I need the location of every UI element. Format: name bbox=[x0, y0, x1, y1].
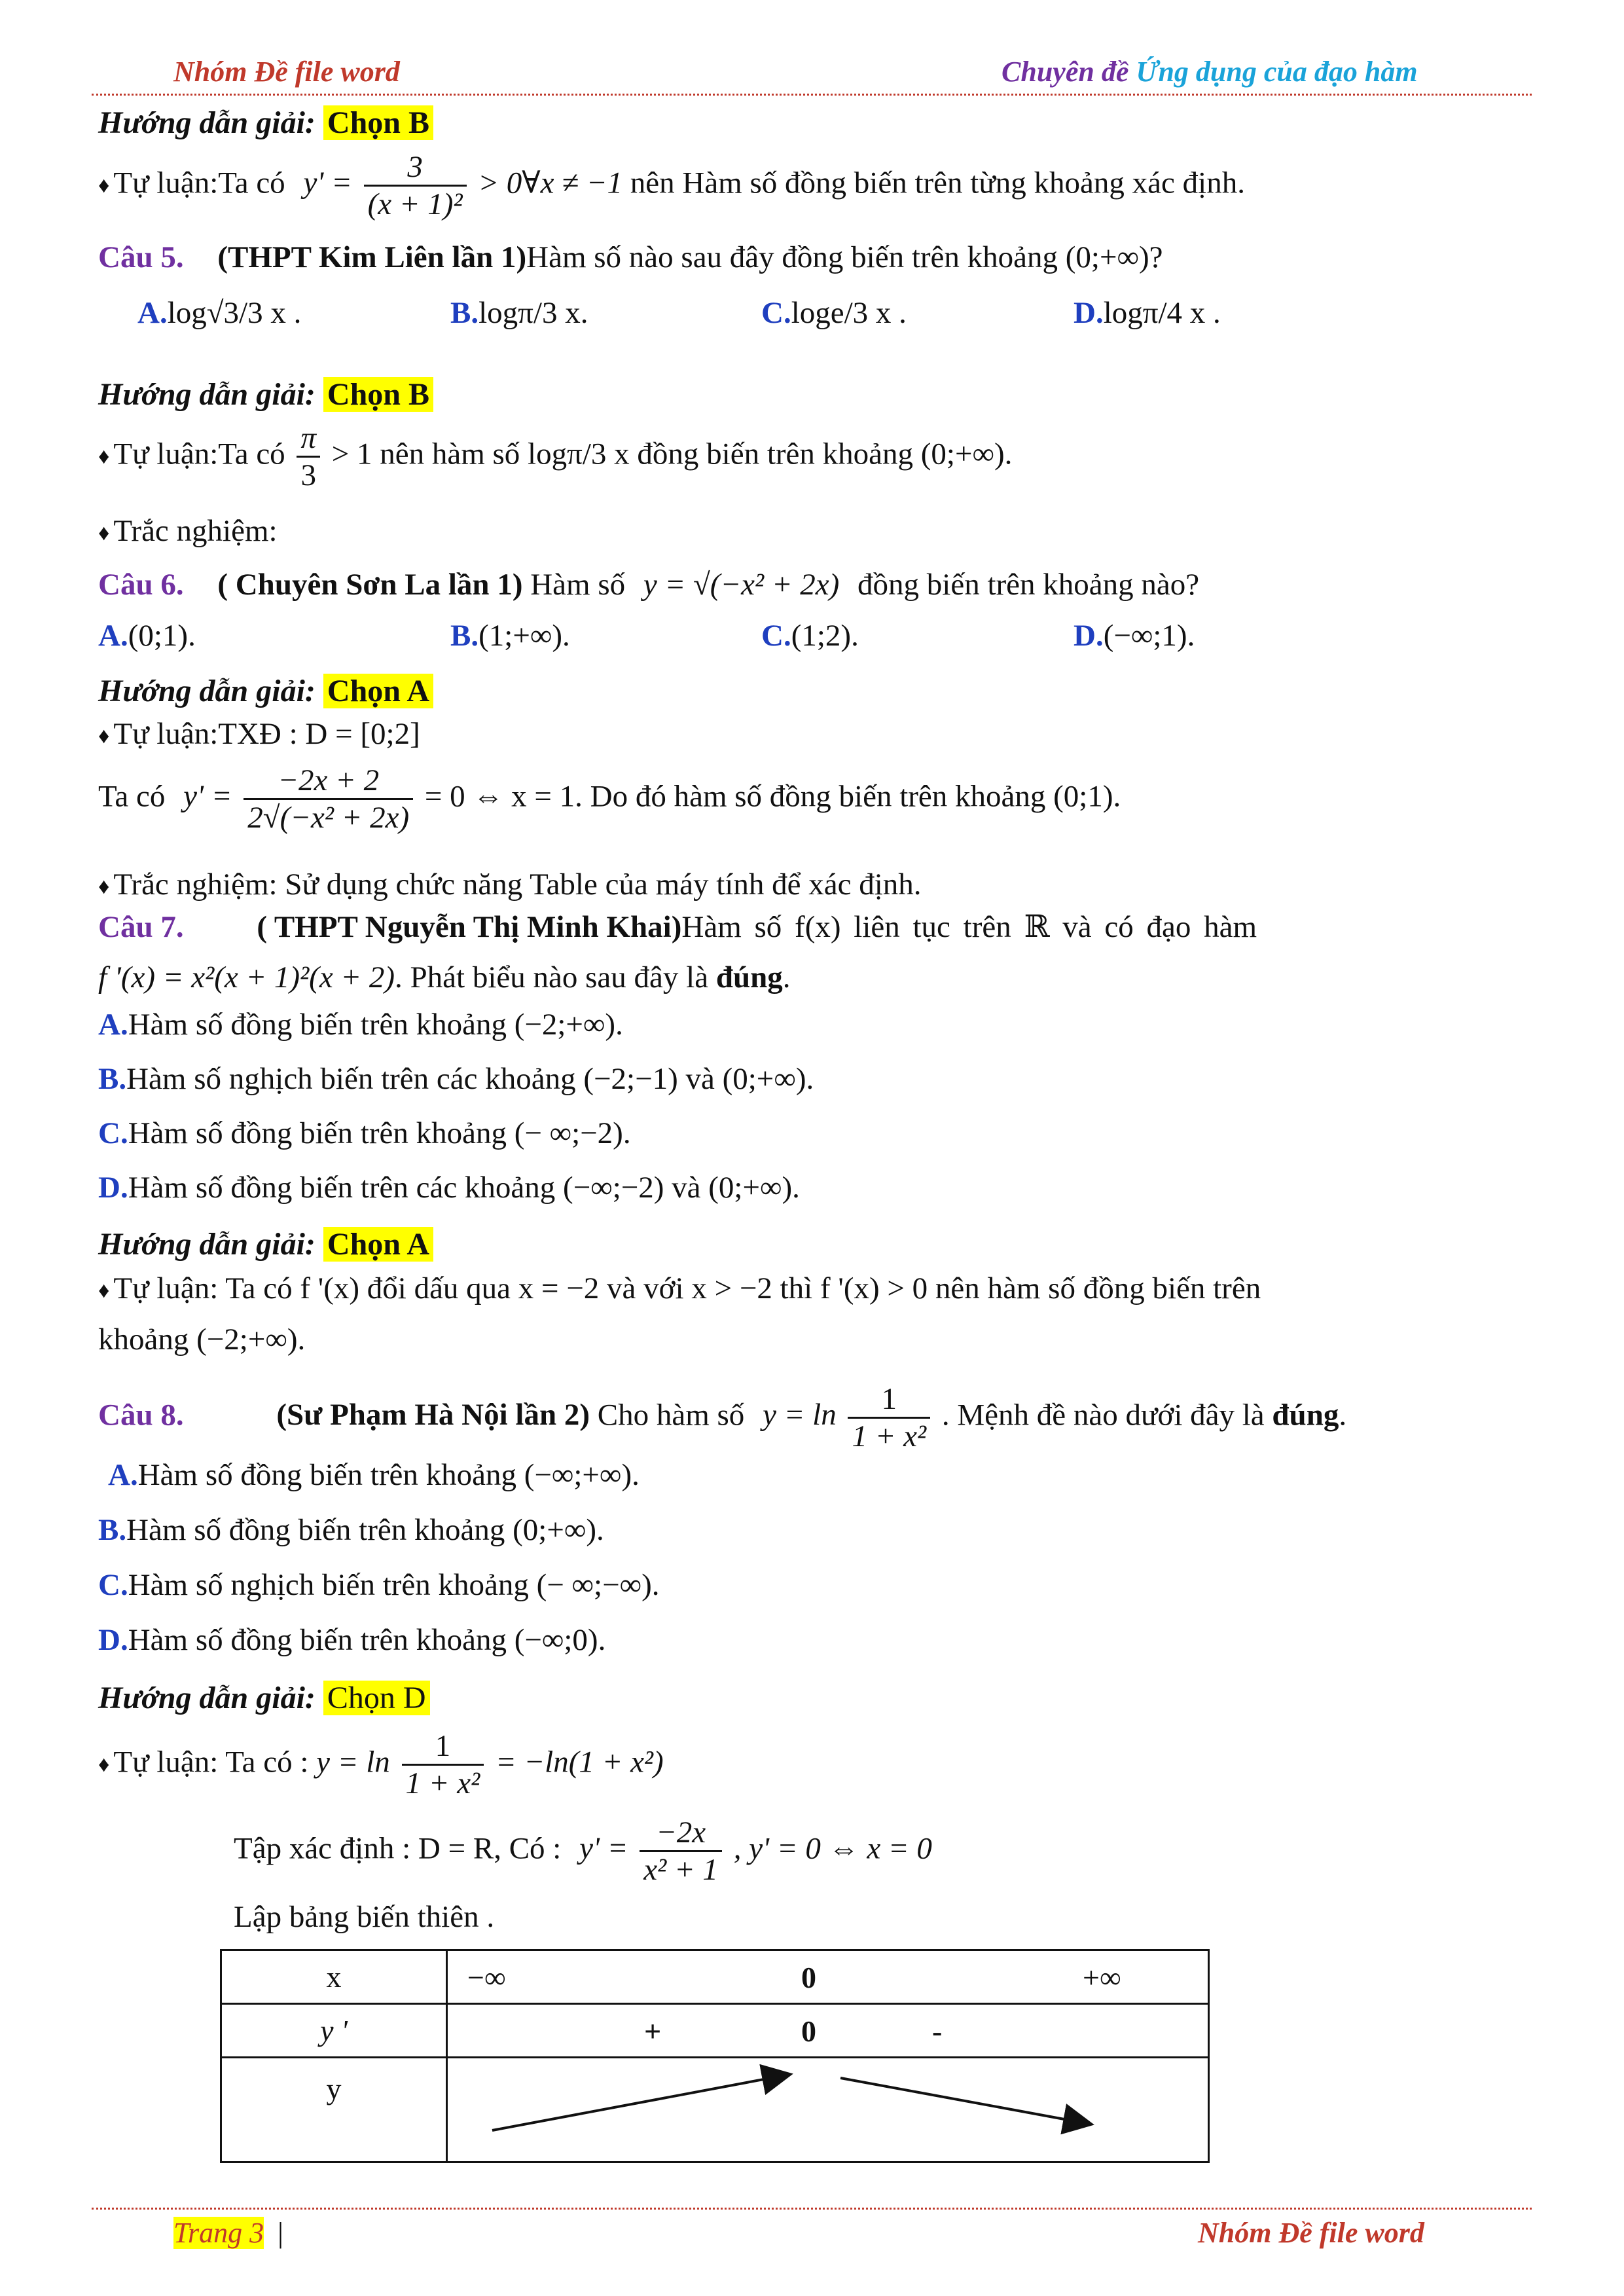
q6-label: Câu 6. bbox=[98, 568, 184, 602]
q7-option-b: B.Hàm số nghịch biến trên các khoảng (−2;−1) và (0;+∞). bbox=[98, 1062, 814, 1096]
x-neg-inf: −∞ bbox=[467, 1961, 506, 1994]
q6-answer-pick: Chọn A bbox=[323, 674, 433, 708]
row-label-y: y bbox=[221, 2058, 447, 2162]
header-rule bbox=[92, 94, 1532, 96]
footer-right: Nhóm Đề file word bbox=[1198, 2217, 1424, 2249]
header-right-prefix: Chuyên đề bbox=[1001, 56, 1136, 88]
q6-fraction: $\frac{-2x + 2}{\text{2√(−x² + 2x)}}$ bbox=[244, 763, 413, 835]
q7-question-line1: Câu 7. ( THPT Nguyễn Thị Minh Khai)Hàm số f(x) liên tục trên ℝ và có đạo hàm bbox=[98, 910, 1257, 944]
q8-option-b: B.Hàm số đồng biến trên khoảng (0;+∞). bbox=[98, 1513, 604, 1547]
q6-trac-nghiem: ♦ Trắc nghiệm: Sử dụng chức năng Table của máy tính để xác định. bbox=[98, 867, 922, 902]
q5-solution-heading: Hướng dẫn giải: Chọn B bbox=[98, 376, 433, 412]
diamond-bullet-icon: ♦ bbox=[98, 444, 110, 469]
q4-solution-heading bbox=[98, 105, 433, 141]
q5-answer-pick: Chọn B bbox=[323, 377, 433, 412]
decreasing-arrow-icon bbox=[840, 2078, 1089, 2124]
variation-arrows bbox=[448, 2058, 1214, 2163]
q5-option-a: A.log√3/3 x . bbox=[137, 296, 302, 330]
diamond-bullet-icon: ♦ bbox=[98, 875, 110, 900]
q5-option-d: D.logπ/4 x . bbox=[1074, 296, 1221, 330]
q4-solution-line: ♦ Tự luận:Ta có y' = $\frac{3}{\text{(x + 1)²}}$ > 0∀x ≠ −1 nên Hàm số đồng biến trên từng khoảng xác định. bbox=[98, 150, 1245, 222]
row-label-x: x bbox=[221, 1950, 447, 2004]
yprime-minus: - bbox=[932, 2014, 943, 2048]
x-zero: 0 bbox=[801, 1961, 816, 1994]
q7-solution-line2: khoảng (−2;+∞). bbox=[98, 1322, 306, 1357]
q5-label: Câu 5. bbox=[98, 240, 184, 274]
q8-question: Câu 8. (Sư Phạm Hà Nội lần 2) Cho hàm số y = ln $\frac{1}{\text{1 + x²}}$ . Mệnh đề nào dưới đây là đúng. bbox=[98, 1382, 1347, 1454]
q8-solution-fraction: $\frac{1}{\text{1 + x²}}$ bbox=[402, 1728, 484, 1801]
footer-separator: | bbox=[278, 2217, 283, 2249]
diamond-bullet-icon: ♦ bbox=[98, 173, 110, 198]
q8-solution-line: ♦ Tự luận: Ta có : y = ln $\frac{1}{\text{1 + x²}}$ = −ln(1 + x²) bbox=[98, 1729, 664, 1801]
q5-trac-nghiem: ♦ Trắc nghiệm: bbox=[98, 514, 278, 548]
variation-table bbox=[220, 1949, 1210, 2163]
table-row bbox=[221, 1950, 1209, 2004]
row-label-yprime: y ' bbox=[221, 2004, 447, 2058]
q6-option-b: B.(1;+∞). bbox=[450, 619, 570, 653]
q6-txd-line: ♦ Tự luận:TXĐ : D = [0;2] bbox=[98, 717, 420, 751]
q6-question: Câu 6. ( Chuyên Sơn La lần 1) Hàm số y = √(−x² + 2x) đồng biến trên khoảng nào? bbox=[98, 568, 1200, 602]
q8-fraction: $\frac{1}{\text{1 + x²}}$ bbox=[848, 1381, 930, 1454]
diamond-bullet-icon: ♦ bbox=[98, 1279, 110, 1303]
q7-answer-pick: Chọn A bbox=[323, 1227, 433, 1262]
q7-option-d: D.Hàm số đồng biến trên các khoảng (−∞;−2) và (0;+∞). bbox=[98, 1171, 800, 1205]
q6-option-d: D.(−∞;1). bbox=[1074, 619, 1195, 653]
q7-question-line2: f '(x) = x²(x + 1)²(x + 2). Phát biểu nào sau đây là đúng. bbox=[98, 960, 791, 994]
solution-label: Hướng dẫn giải: bbox=[98, 105, 316, 140]
q6-option-a: A.(0;1). bbox=[98, 619, 196, 653]
q7-label: Câu 7. bbox=[98, 910, 184, 944]
footer-left bbox=[173, 2216, 283, 2250]
q7-solution-heading: Hướng dẫn giải: Chọn A bbox=[98, 1226, 433, 1262]
header-right-topic: Ứng dụng của đạo hàm bbox=[1136, 56, 1418, 88]
q7-solution-line1: ♦ Tự luận: Ta có f '(x) đổi dấu qua x = −2 và với x > −2 thì f '(x) > 0 nên hàm số đồng biến trên bbox=[98, 1271, 1261, 1305]
q5-option-b: B.logπ/3 x. bbox=[450, 296, 588, 330]
q8-label: Câu 8. bbox=[98, 1398, 184, 1432]
q5-source: (THPT Kim Liên lần 1) bbox=[217, 240, 527, 274]
diamond-bullet-icon: ♦ bbox=[98, 521, 110, 546]
footer-rule bbox=[92, 2208, 1532, 2210]
q6-option-c: C.(1;2). bbox=[761, 619, 859, 653]
header-left: Nhóm Đề file word bbox=[173, 56, 400, 88]
q8-domain-line: Tập xác định : D = R, Có : y' = $\frac{-2x}{\text{x² + 1}}$ , y' = 0 ⇔ x = 0 bbox=[234, 1815, 932, 1887]
q8-table-caption: Lập bảng biến thiên . bbox=[234, 1900, 495, 1934]
q8-derivative-fraction: $\frac{-2x}{\text{x² + 1}}$ bbox=[640, 1815, 722, 1887]
q4-fraction: $\frac{3}{\text{(x + 1)²}}$ bbox=[364, 149, 467, 222]
q8-answer-pick: Chọn D bbox=[323, 1681, 430, 1715]
q5-question: Câu 5. (THPT Kim Liên lần 1)Hàm số nào sau đây đồng biến trên khoảng (0;+∞)? bbox=[98, 240, 1163, 274]
diamond-bullet-icon: ♦ bbox=[98, 724, 110, 749]
q5-fraction: $\frac{\pi}{3}$ bbox=[297, 420, 320, 493]
q6-solution-heading: Hướng dẫn giải: Chọn A bbox=[98, 673, 433, 709]
table-row bbox=[221, 2004, 1209, 2058]
q7-source: ( THPT Nguyễn Thị Minh Khai) bbox=[257, 910, 682, 944]
q4-answer-pick: Chọn B bbox=[323, 105, 433, 140]
yprime-zero: 0 bbox=[801, 2014, 816, 2048]
table-row bbox=[221, 2058, 1209, 2162]
q8-option-d: D.Hàm số đồng biến trên khoảng (−∞;0). bbox=[98, 1623, 606, 1657]
q5-solution-line: ♦ Tự luận:Ta có $\frac{\pi}{3}$ > 1 nên hàm số logπ/3 x đồng biến trên khoảng (0;+∞). bbox=[98, 421, 1013, 493]
q6-derivative-line: Ta có y' = $\frac{-2x + 2}{\text{2√(−x² + 2x)}}$ = 0 ⇔ x = 1. Do đó hàm số đồng biến trên khoảng (0;1). bbox=[98, 763, 1121, 835]
q8-option-a: A.Hàm số đồng biến trên khoảng (−∞;+∞). bbox=[108, 1458, 640, 1492]
q7-option-a: A.Hàm số đồng biến trên khoảng (−2;+∞). bbox=[98, 1008, 623, 1042]
q8-option-c: C.Hàm số nghịch biến trên khoảng (− ∞;−∞). bbox=[98, 1568, 660, 1602]
x-pos-inf: +∞ bbox=[1083, 1961, 1121, 1994]
page-number: Trang 3 bbox=[173, 2217, 264, 2249]
q7-option-c: C.Hàm số đồng biến trên khoảng (− ∞;−2). bbox=[98, 1116, 631, 1150]
yprime-plus: + bbox=[644, 2014, 662, 2048]
q6-source: ( Chuyên Sơn La lần 1) bbox=[217, 568, 523, 602]
increasing-arrow-icon bbox=[492, 2075, 788, 2130]
q8-source: (Sư Phạm Hà Nội lần 2) bbox=[276, 1398, 590, 1432]
diamond-bullet-icon: ♦ bbox=[98, 1752, 110, 1777]
header-right bbox=[1001, 55, 1418, 88]
q5-option-c: C.loge/3 x . bbox=[761, 296, 907, 330]
q8-solution-heading: Hướng dẫn giải: Chọn D bbox=[98, 1680, 430, 1716]
